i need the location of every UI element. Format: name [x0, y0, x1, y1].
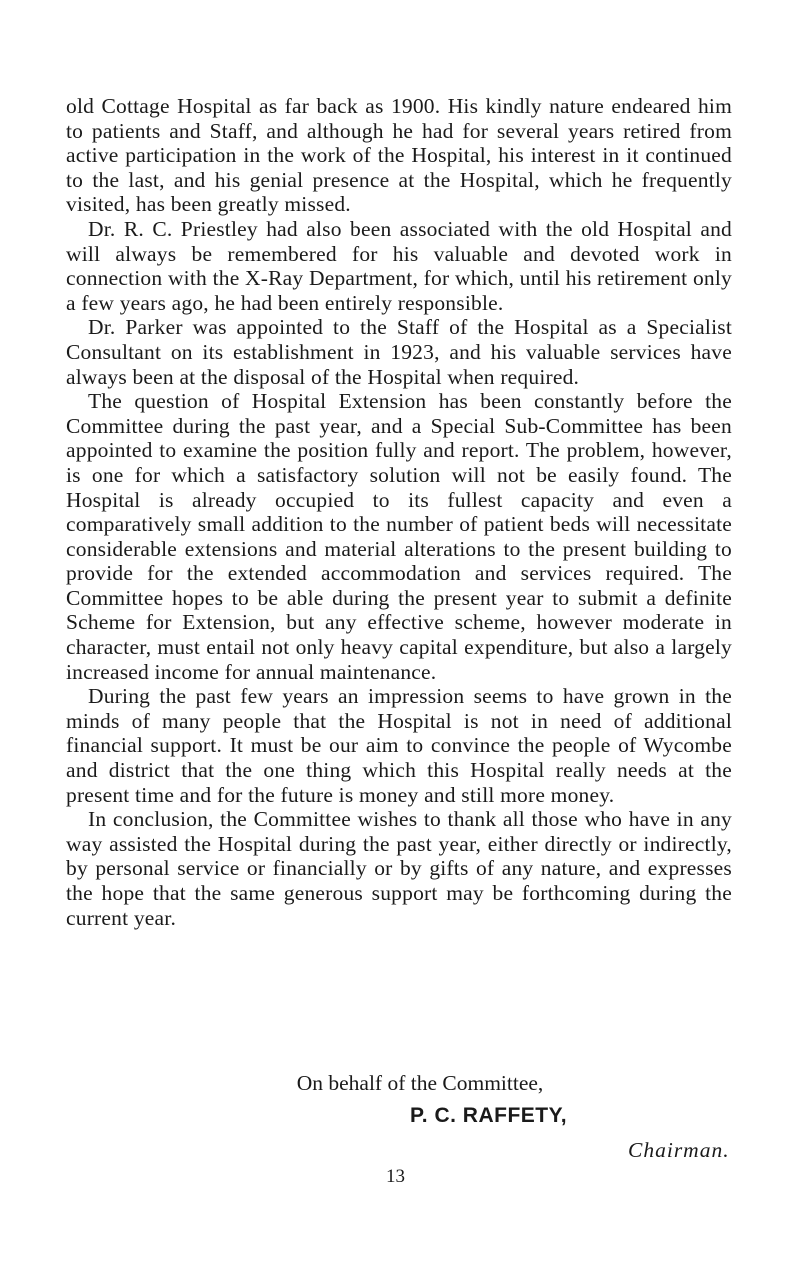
- signoff-text: On behalf of the Committee,: [296, 1071, 544, 1095]
- page-number: 13: [386, 1166, 405, 1187]
- paragraph-hospital-extension: The question of Hospital Extension has been constantly before the Committee during the past year, and a Special Sub-Committee has been appointed to examine the position fully and report. The problem, however, is one for which a satisfactory solution will not be easily found. The Hospital is already occupied to its fullest capacity and even a comparatively small addition to the number of patient beds will necessitate considerable extensions and material alterations to the present building to provide for the extended accommodation and services required. The Committee hopes to be able during the present year to submit a definite Scheme for Extension, but any effective scheme, however moderate in character, must entail not only heavy capital expenditure, but also a largely increased income for annual maintenance.: [66, 389, 732, 684]
- paragraph-continuation: old Cottage Hospital as far back as 1900. His kindly nature endeared him to patients and Staff, and although he had for several years retired from active participation in the work of the Hospital, his interest in it continued to the last, and his genial presence at the Hospital, which he frequently visited, has been greatly missed.: [66, 94, 732, 217]
- signer-name: P. C. RAFFETY,: [410, 1104, 568, 1127]
- paragraph-parker: Dr. Parker was appointed to the Staff of the Hospital as a Specialist Consultant on its establishment in 1923, and his valuable services have always been at the disposal of the Hospital when required.: [66, 315, 732, 389]
- signoff-line: [0, 1071, 800, 1096]
- paragraph-priestley: Dr. R. C. Priestley had also been associated with the old Hospital and will always be remembered for his valuable and devoted work in connection with the X-Ray Department, for which, until his retirement only a few years ago, he had been entirely responsible.: [66, 216, 732, 315]
- signer-title: Chairman.: [628, 1138, 730, 1162]
- paragraph-conclusion: In conclusion, the Committee wishes to thank all those who have in any way assisted the Hospital during the past year, either directly or indirectly, by personal service or financially or by gifts of any nature, and expresses the hope that the same generous support may be forthcoming during the current year.: [66, 807, 732, 930]
- body-text: [66, 94, 732, 930]
- paragraph-financial-support: During the past few years an impression seems to have grown in the minds of many people that the Hospital is not in need of additional financial support. It must be our aim to convince the people of Wycombe and district that the one thing which this Hospital really needs at the present time and for the future is money and still more money.: [66, 684, 732, 807]
